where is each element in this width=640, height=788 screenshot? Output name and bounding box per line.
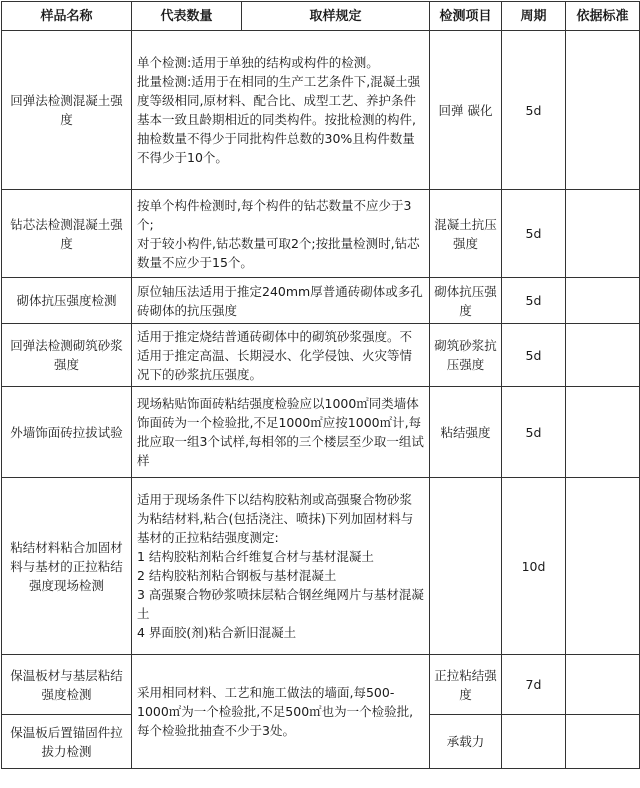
test-item: 砌体抗压强度 bbox=[430, 278, 502, 324]
sample-name: 保温板材与基层粘结强度检测 bbox=[2, 655, 132, 715]
rule-line: 3 高强聚合物砂浆喷抹层粘合钢丝绳网片与基材混凝土 bbox=[137, 587, 424, 621]
sampling-rule bbox=[132, 278, 430, 324]
header-sample-name: 样品名称 bbox=[2, 2, 132, 31]
rule-line: 现场粘贴饰面砖粘结强度检验应以1000㎡同类墙体饰面砖为一个检验批,不足1000㎡应按1000㎡计,每批应取一组3个试样,每相邻的三个楼层至少取一组试样 bbox=[137, 396, 424, 468]
sample-name: 回弹法检测砌筑砂浆强度 bbox=[2, 324, 132, 387]
sampling-rule bbox=[132, 31, 430, 190]
rule-line: 原位轴压法适用于推定240mm厚普通砖砌体或多孔砖砌体的抗压强度 bbox=[137, 283, 423, 318]
header-test-item: 检测项目 bbox=[430, 2, 502, 31]
cycle: 10d bbox=[502, 478, 566, 655]
header-quantity: 代表数量 bbox=[132, 2, 242, 31]
table-row bbox=[2, 190, 640, 278]
standard bbox=[566, 655, 640, 715]
rule-line: 批量检测:适用于在相同的生产工艺条件下,混凝土强度等级相同,原材料、配合比、成型工艺、养护条件基本一致且龄期相近的同类构件。按批检测的构件,抽检数量不得少于同批构件总数的30%且构件数量不得少于10个。 bbox=[137, 74, 421, 165]
sample-name: 粘结材料粘合加固材料与基材的正拉粘结强度现场检测 bbox=[2, 478, 132, 655]
table-row bbox=[2, 478, 640, 655]
standard bbox=[566, 324, 640, 387]
rule-line: 对于较小构件,钻芯数量可取2个;按批量检测时,钻芯数量不应少于15个。 bbox=[137, 235, 420, 270]
standard bbox=[566, 387, 640, 478]
rule-line: 按单个构件检测时,每个构件的钻芯数量不应少于3个; bbox=[137, 197, 412, 232]
sample-name: 回弹法检测混凝土强度 bbox=[2, 31, 132, 190]
sampling-rule bbox=[132, 387, 430, 478]
sample-name: 砌体抗压强度检测 bbox=[2, 278, 132, 324]
header-standard: 依据标准 bbox=[566, 2, 640, 31]
sample-name: 保温板后置锚固件拉拔力检测 bbox=[2, 715, 132, 769]
test-item: 正拉粘结强度 bbox=[430, 655, 502, 715]
table-row bbox=[2, 278, 640, 324]
header-sampling-rule: 取样规定 bbox=[242, 2, 430, 31]
table-row bbox=[2, 655, 640, 715]
cycle: 5d bbox=[502, 190, 566, 278]
test-item: 砌筑砂浆抗压强度 bbox=[430, 324, 502, 387]
test-item: 回弹 碳化 bbox=[430, 31, 502, 190]
sampling-rule-merged: 采用相同材料、工艺和施工做法的墙面,每500-1000㎡为一个检验批,不足500㎡也为一个检验批,每个检验批抽查不少于3处。 bbox=[132, 655, 430, 769]
standard bbox=[566, 715, 640, 769]
rule-line: 1 结构胶粘剂粘合纤维复合材与基材混凝土 bbox=[137, 549, 374, 564]
rule-line: 适用于推定烧结普通砖砌体中的砌筑砂浆强度。不适用于推定高温、长期浸水、化学侵蚀、火灾等情况下的砂浆抗压强度。 bbox=[137, 328, 413, 382]
sample-name: 外墙饰面砖拉拔试验 bbox=[2, 387, 132, 478]
rule-line: 单个检测:适用于单独的结构或构件的检测。 bbox=[137, 55, 379, 70]
sampling-rule bbox=[132, 324, 430, 387]
test-item bbox=[430, 478, 502, 655]
cycle: 5d bbox=[502, 387, 566, 478]
standard bbox=[566, 31, 640, 190]
table-row bbox=[2, 387, 640, 478]
cycle: 7d bbox=[502, 655, 566, 715]
testing-table bbox=[1, 1, 640, 769]
test-item: 混凝土抗压强度 bbox=[430, 190, 502, 278]
cycle: 5d bbox=[502, 31, 566, 190]
cycle: 5d bbox=[502, 278, 566, 324]
sampling-rule bbox=[132, 478, 430, 655]
sample-name: 钻芯法检测混凝土强度 bbox=[2, 190, 132, 278]
table-row bbox=[2, 31, 640, 190]
rule-line: 2 结构胶粘剂粘合钢板与基材混凝土 bbox=[137, 568, 337, 583]
standard bbox=[566, 278, 640, 324]
rule-line: 适用于现场条件下以结构胶粘剂或高强聚合物砂浆为粘结材料,粘合(包括浇注、喷抹)下列加固材料与基材的正拉粘结强度测定: bbox=[137, 492, 414, 545]
rule-line: 4 界面胶(剂)粘合新旧混凝土 bbox=[137, 625, 297, 640]
header-cycle: 周期 bbox=[502, 2, 566, 31]
cycle: 5d bbox=[502, 324, 566, 387]
test-item: 粘结强度 bbox=[430, 387, 502, 478]
sampling-rule bbox=[132, 190, 430, 278]
header-row bbox=[2, 2, 640, 31]
cycle bbox=[502, 715, 566, 769]
standard bbox=[566, 478, 640, 655]
table-row bbox=[2, 324, 640, 387]
standard bbox=[566, 190, 640, 278]
test-item: 承载力 bbox=[430, 715, 502, 769]
